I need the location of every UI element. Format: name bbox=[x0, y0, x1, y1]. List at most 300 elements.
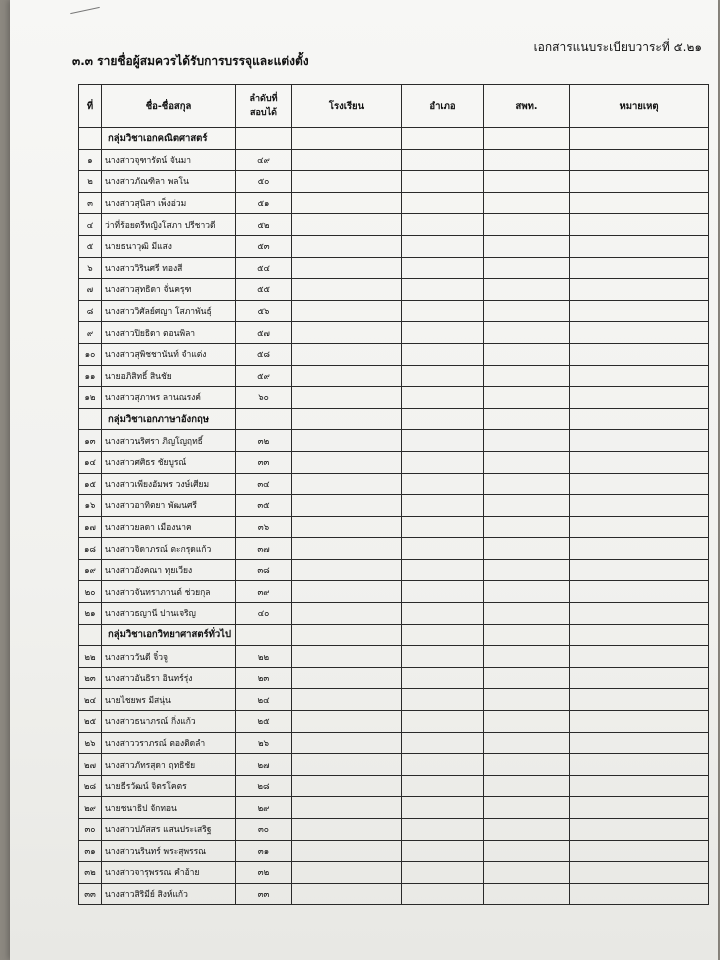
candidate-name: นางสาวธญานี ปานเจริญ bbox=[102, 603, 236, 625]
candidate-name: นางสาวอาทิตยา พัฒนศรี bbox=[102, 495, 236, 517]
school-cell bbox=[292, 365, 402, 387]
row-number: ๑๙ bbox=[79, 559, 102, 581]
remarks-cell bbox=[570, 365, 709, 387]
row-number: ๒๒ bbox=[79, 646, 102, 668]
row-number: ๓๑ bbox=[79, 840, 102, 862]
group-empty-cell bbox=[236, 624, 292, 646]
candidate-name: นางสาวยลดา เมืองนาค bbox=[102, 516, 236, 538]
area-office-cell bbox=[484, 711, 570, 733]
candidate-name: นางสาววราภรณ์ ตองติดลำ bbox=[102, 732, 236, 754]
group-empty-cell bbox=[292, 408, 402, 430]
school-cell bbox=[292, 840, 402, 862]
school-cell bbox=[292, 451, 402, 473]
school-cell bbox=[292, 603, 402, 625]
district-cell bbox=[402, 581, 484, 603]
exam-rank: ๕๗ bbox=[236, 322, 292, 344]
area-office-cell bbox=[484, 365, 570, 387]
group-empty-cell bbox=[79, 624, 102, 646]
table-row bbox=[79, 343, 709, 365]
candidate-name: นางสาววิรินศรี ทองสี bbox=[102, 257, 236, 279]
row-number: ๔ bbox=[79, 214, 102, 236]
row-number: ๒๔ bbox=[79, 689, 102, 711]
remarks-cell bbox=[570, 300, 709, 322]
table-row bbox=[79, 581, 709, 603]
table-row bbox=[79, 495, 709, 517]
candidate-name: นางสาวอันธิรา อินทร์รุ่ง bbox=[102, 667, 236, 689]
school-cell bbox=[292, 322, 402, 344]
remarks-cell bbox=[570, 754, 709, 776]
school-cell bbox=[292, 689, 402, 711]
remarks-cell bbox=[570, 192, 709, 214]
document-reference: เอกสารแนบระเบียบวาระที่ ๕.๒๑ bbox=[533, 40, 702, 54]
group-empty-cell bbox=[402, 624, 484, 646]
exam-rank: ๔๐ bbox=[236, 603, 292, 625]
candidate-name: นางสาวภัทรสุดา ฤทธิชัย bbox=[102, 754, 236, 776]
remarks-cell bbox=[570, 603, 709, 625]
table-row bbox=[79, 797, 709, 819]
exam-rank: ๔๙ bbox=[236, 149, 292, 171]
area-office-cell bbox=[484, 451, 570, 473]
row-number: ๑๓ bbox=[79, 430, 102, 452]
table-row bbox=[79, 646, 709, 668]
table-row bbox=[79, 711, 709, 733]
table-row bbox=[79, 171, 709, 193]
school-cell bbox=[292, 279, 402, 301]
school-cell bbox=[292, 819, 402, 841]
table-body bbox=[79, 128, 709, 905]
exam-rank: ๕๙ bbox=[236, 365, 292, 387]
candidate-name: ว่าที่ร้อยตรีหญิงโสภา ปรีชาวดี bbox=[102, 214, 236, 236]
row-number: ๓๓ bbox=[79, 883, 102, 905]
row-number: ๗ bbox=[79, 279, 102, 301]
candidate-name: นายธนาวุฒิ มีแสง bbox=[102, 235, 236, 257]
school-cell bbox=[292, 559, 402, 581]
table-row bbox=[79, 516, 709, 538]
district-cell bbox=[402, 495, 484, 517]
group-empty-cell bbox=[236, 408, 292, 430]
row-number: ๑ bbox=[79, 149, 102, 171]
area-office-cell bbox=[484, 495, 570, 517]
group-empty-cell bbox=[484, 128, 570, 150]
school-cell bbox=[292, 516, 402, 538]
group-empty-cell bbox=[236, 128, 292, 150]
school-cell bbox=[292, 711, 402, 733]
area-office-cell bbox=[484, 192, 570, 214]
district-cell bbox=[402, 473, 484, 495]
exam-rank: ๓๒ bbox=[236, 862, 292, 884]
group-empty-cell bbox=[292, 128, 402, 150]
remarks-cell bbox=[570, 279, 709, 301]
remarks-cell bbox=[570, 711, 709, 733]
area-office-cell bbox=[484, 775, 570, 797]
col-header-remarks: หมายเหตุ bbox=[570, 85, 709, 128]
row-number: ๖ bbox=[79, 257, 102, 279]
candidate-name: นางสาวนรินทร์ พระสุพรรณ bbox=[102, 840, 236, 862]
area-office-cell bbox=[484, 581, 570, 603]
row-number: ๑๑ bbox=[79, 365, 102, 387]
remarks-cell bbox=[570, 538, 709, 560]
col-header-rank-line1: ลำดับที่ bbox=[249, 94, 278, 104]
exam-rank: ๓๒ bbox=[236, 430, 292, 452]
school-cell bbox=[292, 387, 402, 409]
area-office-cell bbox=[484, 257, 570, 279]
district-cell bbox=[402, 840, 484, 862]
school-cell bbox=[292, 171, 402, 193]
exam-rank: ๓๔ bbox=[236, 473, 292, 495]
group-empty-cell bbox=[292, 624, 402, 646]
area-office-cell bbox=[484, 819, 570, 841]
group-empty-cell bbox=[484, 408, 570, 430]
table-row bbox=[79, 538, 709, 560]
candidate-name: นางสาวสุภาพร ลานณรงค์ bbox=[102, 387, 236, 409]
row-number: ๒๕ bbox=[79, 711, 102, 733]
row-number: ๑๘ bbox=[79, 538, 102, 560]
exam-rank: ๒๓ bbox=[236, 667, 292, 689]
school-cell bbox=[292, 862, 402, 884]
district-cell bbox=[402, 797, 484, 819]
row-number: ๒๐ bbox=[79, 581, 102, 603]
area-office-cell bbox=[484, 149, 570, 171]
table-row bbox=[79, 322, 709, 344]
area-office-cell bbox=[484, 797, 570, 819]
row-number: ๑๕ bbox=[79, 473, 102, 495]
exam-rank: ๕๐ bbox=[236, 171, 292, 193]
area-office-cell bbox=[484, 343, 570, 365]
table-row bbox=[79, 300, 709, 322]
document-page bbox=[10, 0, 718, 960]
remarks-cell bbox=[570, 689, 709, 711]
candidate-name: นายชนาธิป จักทอน bbox=[102, 797, 236, 819]
exam-rank: ๕๔ bbox=[236, 257, 292, 279]
table-row bbox=[79, 214, 709, 236]
school-cell bbox=[292, 754, 402, 776]
col-header-no: ที่ bbox=[79, 85, 102, 128]
candidate-name: นางสาวสุนิสา เพ็งอ่วม bbox=[102, 192, 236, 214]
area-office-cell bbox=[484, 646, 570, 668]
area-office-cell bbox=[484, 322, 570, 344]
row-number: ๓ bbox=[79, 192, 102, 214]
table-row bbox=[79, 149, 709, 171]
group-empty-cell bbox=[402, 128, 484, 150]
remarks-cell bbox=[570, 559, 709, 581]
area-office-cell bbox=[484, 862, 570, 884]
candidate-name: นางสาวจารุพรรณ คำอ้าย bbox=[102, 862, 236, 884]
remarks-cell bbox=[570, 235, 709, 257]
col-header-rank-line2: สอบได้ bbox=[250, 108, 277, 118]
district-cell bbox=[402, 646, 484, 668]
school-cell bbox=[292, 214, 402, 236]
area-office-cell bbox=[484, 473, 570, 495]
exam-rank: ๒๙ bbox=[236, 797, 292, 819]
table-row bbox=[79, 235, 709, 257]
area-office-cell bbox=[484, 235, 570, 257]
area-office-cell bbox=[484, 430, 570, 452]
district-cell bbox=[402, 451, 484, 473]
candidate-name: นายอภิสิทธิ์ สินชัย bbox=[102, 365, 236, 387]
table-row bbox=[79, 257, 709, 279]
school-cell bbox=[292, 581, 402, 603]
school-cell bbox=[292, 257, 402, 279]
remarks-cell bbox=[570, 451, 709, 473]
group-empty-cell bbox=[79, 408, 102, 430]
candidate-name: นางสาวอังคณา ทุยเวียง bbox=[102, 559, 236, 581]
school-cell bbox=[292, 538, 402, 560]
remarks-cell bbox=[570, 257, 709, 279]
row-number: ๑๐ bbox=[79, 343, 102, 365]
exam-rank: ๓๙ bbox=[236, 581, 292, 603]
row-number: ๒๓ bbox=[79, 667, 102, 689]
district-cell bbox=[402, 559, 484, 581]
district-cell bbox=[402, 430, 484, 452]
row-number: ๒๗ bbox=[79, 754, 102, 776]
table-row bbox=[79, 279, 709, 301]
col-header-school: โรงเรียน bbox=[292, 85, 402, 128]
table-row bbox=[79, 754, 709, 776]
area-office-cell bbox=[484, 883, 570, 905]
area-office-cell bbox=[484, 538, 570, 560]
exam-rank: ๒๖ bbox=[236, 732, 292, 754]
table-row bbox=[79, 430, 709, 452]
exam-rank: ๓๓ bbox=[236, 883, 292, 905]
exam-rank: ๕๖ bbox=[236, 300, 292, 322]
table-row bbox=[79, 387, 709, 409]
document-title: ๓.๓ รายชื่อผู้สมควรได้รับการบรรจุและแต่งตั้ง bbox=[72, 54, 309, 68]
district-cell bbox=[402, 883, 484, 905]
row-number: ๕ bbox=[79, 235, 102, 257]
exam-rank: ๒๗ bbox=[236, 754, 292, 776]
district-cell bbox=[402, 343, 484, 365]
remarks-cell bbox=[570, 473, 709, 495]
exam-rank: ๕๘ bbox=[236, 343, 292, 365]
district-cell bbox=[402, 754, 484, 776]
table-row bbox=[79, 192, 709, 214]
area-office-cell bbox=[484, 667, 570, 689]
exam-rank: ๕๕ bbox=[236, 279, 292, 301]
area-office-cell bbox=[484, 754, 570, 776]
district-cell bbox=[402, 667, 484, 689]
row-number: ๘ bbox=[79, 300, 102, 322]
group-title: กลุ่มวิชาเอกวิทยาศาสตร์ทั่วไป bbox=[102, 624, 236, 646]
remarks-cell bbox=[570, 775, 709, 797]
candidate-name: นางสาวจันทราภานต์ ช่วยกุล bbox=[102, 581, 236, 603]
row-number: ๑๔ bbox=[79, 451, 102, 473]
district-cell bbox=[402, 862, 484, 884]
school-cell bbox=[292, 235, 402, 257]
exam-rank: ๓๖ bbox=[236, 516, 292, 538]
district-cell bbox=[402, 235, 484, 257]
school-cell bbox=[292, 646, 402, 668]
exam-rank: ๖๐ bbox=[236, 387, 292, 409]
candidate-name: นางสาวศศิธร ชัยบูรณ์ bbox=[102, 451, 236, 473]
row-number: ๑๒ bbox=[79, 387, 102, 409]
group-header-row bbox=[79, 408, 709, 430]
row-number: ๒ bbox=[79, 171, 102, 193]
table-row bbox=[79, 667, 709, 689]
exam-rank: ๒๘ bbox=[236, 775, 292, 797]
district-cell bbox=[402, 192, 484, 214]
district-cell bbox=[402, 516, 484, 538]
table-row bbox=[79, 559, 709, 581]
school-cell bbox=[292, 149, 402, 171]
exam-rank: ๓๗ bbox=[236, 538, 292, 560]
district-cell bbox=[402, 387, 484, 409]
candidate-name: นางสาวปภัสสร แสนประเสริฐ bbox=[102, 819, 236, 841]
area-office-cell bbox=[484, 171, 570, 193]
district-cell bbox=[402, 711, 484, 733]
district-cell bbox=[402, 171, 484, 193]
exam-rank: ๓๓ bbox=[236, 451, 292, 473]
remarks-cell bbox=[570, 797, 709, 819]
candidate-name: นางสาวนริศรา ภิญโญฤทธิ์ bbox=[102, 430, 236, 452]
row-number: ๑๖ bbox=[79, 495, 102, 517]
remarks-cell bbox=[570, 862, 709, 884]
district-cell bbox=[402, 538, 484, 560]
district-cell bbox=[402, 365, 484, 387]
table-row bbox=[79, 365, 709, 387]
school-cell bbox=[292, 430, 402, 452]
group-empty-cell bbox=[570, 624, 709, 646]
candidate-name: นางสาววิศัลย์ศญา โสภาพันธุ์ bbox=[102, 300, 236, 322]
table-row bbox=[79, 689, 709, 711]
remarks-cell bbox=[570, 667, 709, 689]
exam-rank: ๓๘ bbox=[236, 559, 292, 581]
row-number: ๑๗ bbox=[79, 516, 102, 538]
area-office-cell bbox=[484, 603, 570, 625]
table-row bbox=[79, 840, 709, 862]
district-cell bbox=[402, 300, 484, 322]
row-number: ๒๘ bbox=[79, 775, 102, 797]
area-office-cell bbox=[484, 840, 570, 862]
row-number: ๒๖ bbox=[79, 732, 102, 754]
group-empty-cell bbox=[570, 408, 709, 430]
candidate-name: นางสาวเพียงอัมพร วงษ์เศียม bbox=[102, 473, 236, 495]
area-office-cell bbox=[484, 732, 570, 754]
exam-rank: ๓๑ bbox=[236, 840, 292, 862]
candidate-name: นายธีรวัฒน์ จิตรโคตร bbox=[102, 775, 236, 797]
group-empty-cell bbox=[402, 408, 484, 430]
col-header-rank bbox=[236, 85, 292, 128]
table-row bbox=[79, 883, 709, 905]
col-header-name: ชื่อ-ชื่อสกุล bbox=[102, 85, 236, 128]
col-header-area-office: สพท. bbox=[484, 85, 570, 128]
district-cell bbox=[402, 279, 484, 301]
remarks-cell bbox=[570, 214, 709, 236]
area-office-cell bbox=[484, 214, 570, 236]
area-office-cell bbox=[484, 516, 570, 538]
school-cell bbox=[292, 343, 402, 365]
exam-rank: ๓๐ bbox=[236, 819, 292, 841]
district-cell bbox=[402, 819, 484, 841]
district-cell bbox=[402, 214, 484, 236]
candidate-table bbox=[78, 84, 709, 905]
table-row bbox=[79, 473, 709, 495]
candidate-name: นางสาวสิริมีย์ สิงห์แก้ว bbox=[102, 883, 236, 905]
candidate-name: นางสาวปิยธิดา ตอนพิลา bbox=[102, 322, 236, 344]
candidate-name: นางสาวจุฑารัตน์ จันมา bbox=[102, 149, 236, 171]
area-office-cell bbox=[484, 387, 570, 409]
remarks-cell bbox=[570, 581, 709, 603]
remarks-cell bbox=[570, 840, 709, 862]
school-cell bbox=[292, 495, 402, 517]
candidate-name: นางสาวจิดาภรณ์ ตะกรุดแก้ว bbox=[102, 538, 236, 560]
school-cell bbox=[292, 473, 402, 495]
area-office-cell bbox=[484, 279, 570, 301]
candidate-name: นางสาวสุพิชชานันท์ จำแต่ง bbox=[102, 343, 236, 365]
group-title: กลุ่มวิชาเอกภาษาอังกฤษ bbox=[102, 408, 236, 430]
group-header-row bbox=[79, 128, 709, 150]
area-office-cell bbox=[484, 300, 570, 322]
exam-rank: ๒๒ bbox=[236, 646, 292, 668]
remarks-cell bbox=[570, 430, 709, 452]
group-empty-cell bbox=[570, 128, 709, 150]
area-office-cell bbox=[484, 689, 570, 711]
school-cell bbox=[292, 797, 402, 819]
exam-rank: ๓๕ bbox=[236, 495, 292, 517]
remarks-cell bbox=[570, 646, 709, 668]
candidate-name: นายไชยพร มีสนุ่น bbox=[102, 689, 236, 711]
school-cell bbox=[292, 192, 402, 214]
remarks-cell bbox=[570, 732, 709, 754]
candidate-name: นางสาวสุทธิดา จั่นครุฑ bbox=[102, 279, 236, 301]
area-office-cell bbox=[484, 559, 570, 581]
remarks-cell bbox=[570, 149, 709, 171]
group-empty-cell bbox=[79, 128, 102, 150]
table-row bbox=[79, 819, 709, 841]
table-row bbox=[79, 603, 709, 625]
exam-rank: ๕๒ bbox=[236, 214, 292, 236]
remarks-cell bbox=[570, 883, 709, 905]
candidate-name: นางสาววันดี จิ๋วจู bbox=[102, 646, 236, 668]
remarks-cell bbox=[570, 171, 709, 193]
school-cell bbox=[292, 667, 402, 689]
col-header-district: อำเภอ bbox=[402, 85, 484, 128]
school-cell bbox=[292, 732, 402, 754]
remarks-cell bbox=[570, 387, 709, 409]
exam-rank: ๒๕ bbox=[236, 711, 292, 733]
group-title: กลุ่มวิชาเอกคณิตศาสตร์ bbox=[102, 128, 236, 150]
row-number: ๒๑ bbox=[79, 603, 102, 625]
district-cell bbox=[402, 149, 484, 171]
remarks-cell bbox=[570, 819, 709, 841]
candidate-name: นางสาวธนาภรณ์ กิ่งแก้ว bbox=[102, 711, 236, 733]
school-cell bbox=[292, 775, 402, 797]
exam-rank: ๕๓ bbox=[236, 235, 292, 257]
district-cell bbox=[402, 689, 484, 711]
row-number: ๓๒ bbox=[79, 862, 102, 884]
district-cell bbox=[402, 732, 484, 754]
remarks-cell bbox=[570, 495, 709, 517]
table-row bbox=[79, 775, 709, 797]
district-cell bbox=[402, 257, 484, 279]
district-cell bbox=[402, 775, 484, 797]
exam-rank: ๒๔ bbox=[236, 689, 292, 711]
school-cell bbox=[292, 883, 402, 905]
row-number: ๙ bbox=[79, 322, 102, 344]
exam-rank: ๕๑ bbox=[236, 192, 292, 214]
remarks-cell bbox=[570, 322, 709, 344]
row-number: ๓๐ bbox=[79, 819, 102, 841]
pen-mark bbox=[70, 7, 100, 14]
district-cell bbox=[402, 603, 484, 625]
group-header-row bbox=[79, 624, 709, 646]
district-cell bbox=[402, 322, 484, 344]
candidate-name: นางสาวภัณฑิลา พลโน bbox=[102, 171, 236, 193]
row-number: ๒๙ bbox=[79, 797, 102, 819]
table-row bbox=[79, 451, 709, 473]
table-row bbox=[79, 862, 709, 884]
remarks-cell bbox=[570, 343, 709, 365]
group-empty-cell bbox=[484, 624, 570, 646]
